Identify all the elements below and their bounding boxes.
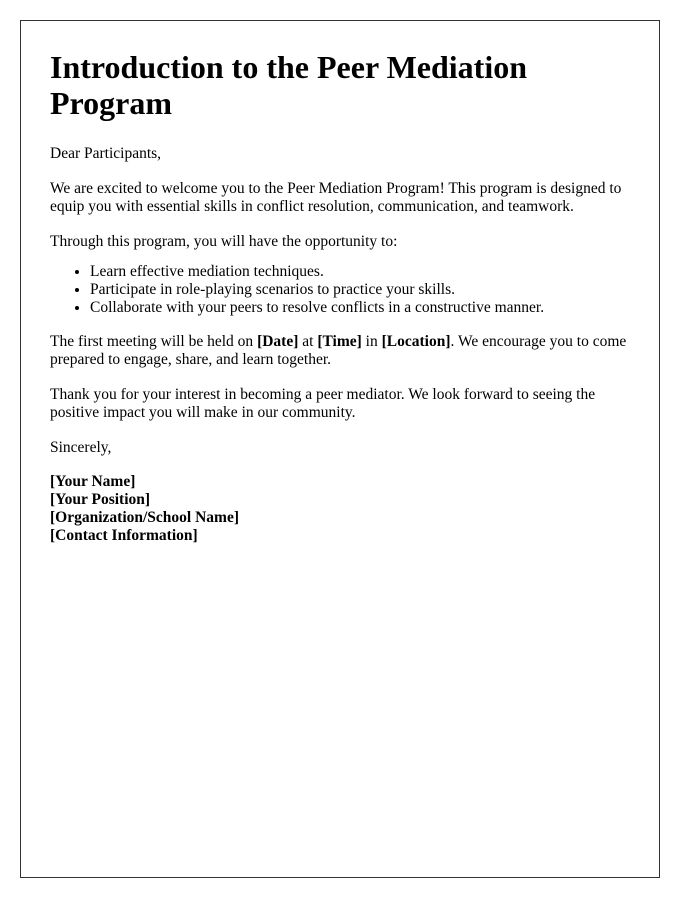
meeting-paragraph [50, 333, 630, 369]
meeting-text: in [361, 333, 382, 350]
signature-position: [Your Position] [50, 491, 151, 508]
signature-block [50, 473, 630, 545]
opportunity-lead: Through this program, you will have the opportunity to: [50, 233, 398, 250]
meeting-text: The first meeting will be held on [50, 333, 258, 350]
list-item: • Participate in role-playing scenarios to practice your skills. [90, 281, 630, 299]
list-item: • Learn effective mediation techniques. [90, 263, 630, 281]
list-item: • Collaborate with your peers to resolve conflicts in a constructive manner. [90, 299, 630, 317]
closing: Sincerely, [50, 439, 112, 456]
greeting: Dear Participants, [50, 145, 162, 162]
meeting-text: . We encourage you to come prepared to engage, share, and learn together. [50, 333, 627, 368]
meeting-location: [Location] [381, 333, 451, 350]
meeting-text: at [298, 333, 318, 350]
signature-organization: [Organization/School Name] [50, 509, 239, 526]
signature-contact: [Contact Information] [50, 527, 198, 544]
meeting-date: [Date] [257, 333, 299, 350]
intro-paragraph: We are excited to welcome you to the Peer Mediation Program! This program is designed to equip you with essential skills in conflict resolution, communication, and teamwork. [50, 180, 622, 215]
meeting-time: [Time] [317, 333, 362, 350]
signature-name: [Your Name] [50, 473, 136, 490]
opportunity-list [50, 263, 630, 317]
thanks-paragraph: Thank you for your interest in becoming a peer mediator. We look forward to seeing the positive impact you will make in our community. [50, 386, 596, 421]
letter-title: Introduction to the Peer Mediation Program [50, 49, 527, 121]
letter-page [20, 20, 660, 878]
